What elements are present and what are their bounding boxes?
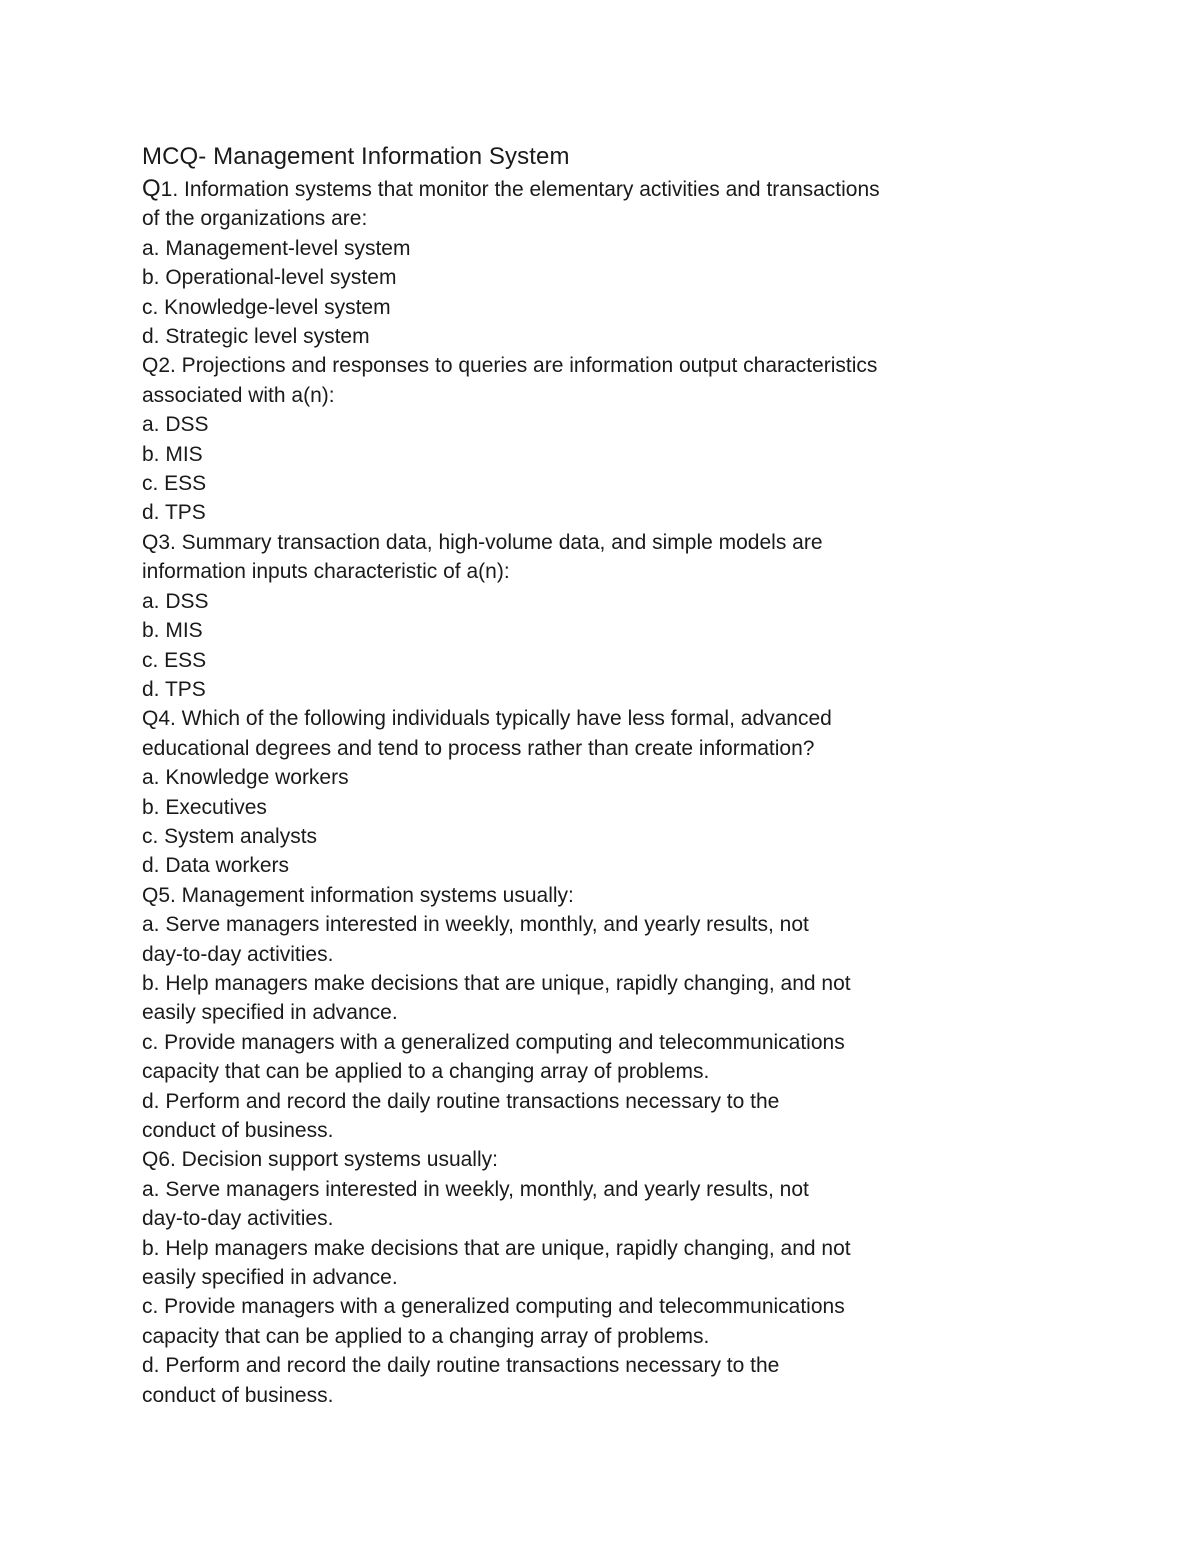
answer-option-line: b. Operational-level system — [142, 266, 397, 290]
question-stem-text: Q3. Summary transaction data, high-volume data, and simple models are — [142, 530, 823, 554]
answer-option — [142, 263, 1042, 292]
question-stem-text: information inputs characteristic of a(n): — [142, 560, 510, 584]
question-stem-text: associated with a(n): — [142, 383, 335, 407]
answer-option — [142, 1175, 1042, 1234]
question-block — [142, 881, 1042, 1146]
answer-option — [142, 851, 1042, 880]
answer-option-line: capacity that can be applied to a changing array of problems. — [142, 1324, 710, 1348]
answer-option — [142, 1292, 1042, 1351]
document-page — [142, 140, 1042, 1410]
answer-option — [142, 440, 1042, 469]
answer-option-line: d. TPS — [142, 501, 206, 525]
question-stem-line — [142, 381, 1042, 410]
answer-option-line: a. Serve managers interested in weekly, monthly, and yearly results, not — [142, 913, 809, 937]
answer-option-line: d. Data workers — [142, 854, 290, 878]
question-stem-text: Q4. Which of the following individuals typically have less formal, advanced — [142, 707, 832, 731]
answer-option — [142, 910, 1042, 969]
answer-option-line: d. Perform and record the daily routine transactions necessary to the — [142, 1354, 780, 1378]
answer-option-line: a. Serve managers interested in weekly, monthly, and yearly results, not — [142, 1177, 809, 1201]
question-stem-text: Q2. Projections and responses to queries are information output characteristics — [142, 354, 878, 378]
question-stem-text: 1. Information systems that monitor the elementary activities and transactions — [160, 178, 880, 201]
answer-option — [142, 793, 1042, 822]
answer-option — [142, 1351, 1042, 1410]
answer-option-line: day-to-day activities. — [142, 1207, 334, 1231]
answer-option — [142, 616, 1042, 645]
answer-option-line: c. Provide managers with a generalized computing and telecommunications — [142, 1295, 845, 1319]
answer-option — [142, 469, 1042, 498]
answer-option-line: easily specified in advance. — [142, 1001, 398, 1025]
answer-option-line: a. DSS — [142, 413, 209, 437]
question-stem-line — [142, 557, 1042, 586]
question-block — [142, 351, 1042, 527]
answer-option — [142, 322, 1042, 351]
answer-option-line: a. Knowledge workers — [142, 766, 349, 790]
answer-option-line: c. Provide managers with a generalized computing and telecommunications — [142, 1030, 845, 1054]
document-title: MCQ- Management Information System — [142, 143, 570, 170]
answer-option — [142, 498, 1042, 527]
question-stem-text: Q5. Management information systems usually: — [142, 883, 574, 907]
answer-option — [142, 675, 1042, 704]
question-stem-text: Q6. Decision support systems usually: — [142, 1148, 498, 1172]
answer-option — [142, 763, 1042, 792]
question-stem-line — [142, 881, 1042, 910]
answer-option-line: c. Knowledge-level system — [142, 295, 391, 319]
answer-option-line: c. ESS — [142, 648, 207, 672]
question-stem-text: of the organizations are: — [142, 207, 368, 231]
answer-option-line: conduct of business. — [142, 1383, 334, 1407]
answer-option-line: c. System analysts — [142, 824, 318, 848]
question-block — [142, 528, 1042, 704]
question-stem-text: educational degrees and tend to process rather than create information? — [142, 736, 815, 760]
answer-option — [142, 587, 1042, 616]
question-block — [142, 174, 1042, 351]
question-stem-line — [142, 734, 1042, 763]
answer-option-line: conduct of business. — [142, 1119, 334, 1142]
answer-option — [142, 293, 1042, 322]
question-stem-line — [142, 351, 1042, 380]
answer-option-line: d. TPS — [142, 677, 206, 701]
answer-option-line: a. DSS — [142, 589, 209, 613]
answer-option — [142, 1087, 1042, 1146]
question-stem-line — [142, 204, 1042, 233]
answer-option-line: a. Management-level system — [142, 236, 411, 260]
answer-option — [142, 234, 1042, 263]
answer-option-line: easily specified in advance. — [142, 1266, 398, 1290]
answer-option-line: capacity that can be applied to a changing array of problems. — [142, 1060, 710, 1084]
answer-option-line: b. MIS — [142, 442, 203, 466]
answer-option-line: b. MIS — [142, 619, 203, 643]
answer-option-line: day-to-day activities. — [142, 942, 334, 966]
question-list — [142, 174, 1042, 1410]
answer-option — [142, 822, 1042, 851]
question-block — [142, 704, 1042, 880]
question-prefix: Q — [142, 175, 161, 202]
answer-option-line: c. ESS — [142, 472, 207, 496]
answer-option-line: d. Strategic level system — [142, 325, 370, 349]
answer-option — [142, 410, 1042, 439]
answer-option — [142, 969, 1042, 1028]
answer-option-line: b. Executives — [142, 795, 267, 819]
answer-option-line: b. Help managers make decisions that are unique, rapidly changing, and not — [142, 971, 851, 995]
answer-option-line: d. Perform and record the daily routine transactions necessary to the — [142, 1089, 780, 1113]
question-stem-line — [142, 704, 1042, 733]
answer-option — [142, 1028, 1042, 1087]
question-block — [142, 1145, 1042, 1410]
answer-option-line: b. Help managers make decisions that are unique, rapidly changing, and not — [142, 1236, 851, 1260]
answer-option — [142, 1234, 1042, 1293]
question-stem-line — [142, 174, 1042, 204]
answer-option — [142, 646, 1042, 675]
question-stem-line — [142, 528, 1042, 557]
question-stem-line — [142, 1145, 1042, 1174]
